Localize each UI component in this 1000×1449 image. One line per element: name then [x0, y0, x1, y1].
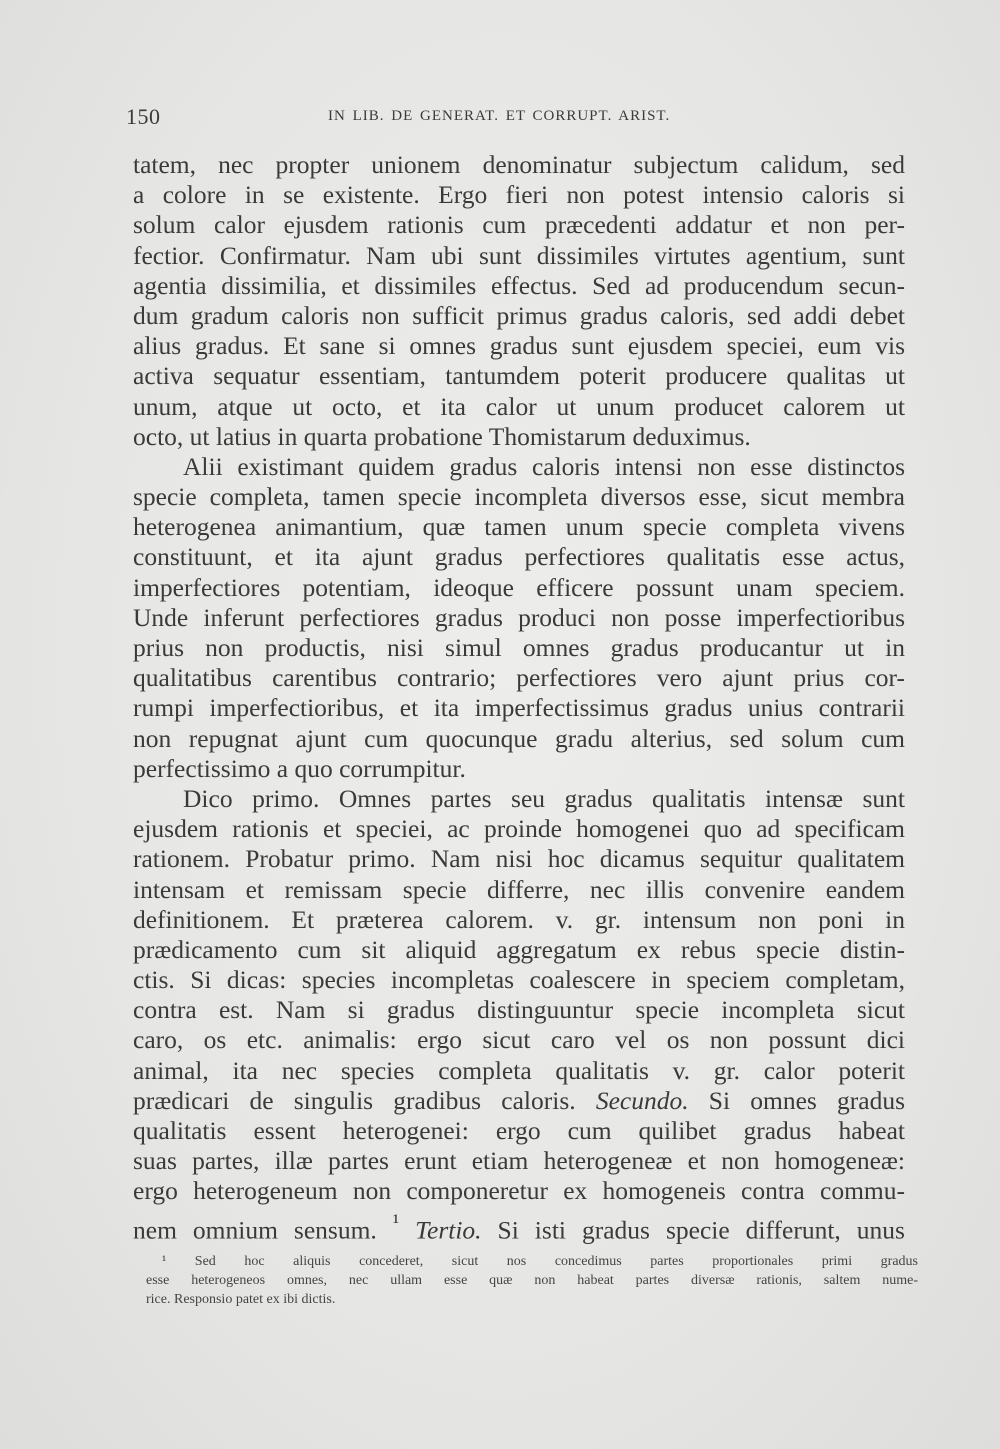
- text-line: octo, ut latius in quarta probatione Thomistarum deduximus.: [133, 421, 751, 451]
- text-line: perfectissimo a quo corrumpitur.: [133, 753, 466, 783]
- text-line: heterogenea animantium, quæ tamen unum specie completa vivens: [133, 512, 905, 542]
- text-line: definitionem. Et præterea calorem. v. gr. intensum non poni in: [133, 904, 905, 934]
- text-line-secundo: [133, 1086, 905, 1116]
- text-fragment: nem omnium sensum.: [133, 1215, 393, 1245]
- text-fragment: prædicari de singulis gradibus caloris.: [133, 1085, 596, 1115]
- text-fragment: [399, 1215, 415, 1244]
- main-text: [133, 150, 905, 1245]
- text-line: rationem. Probatur primo. Nam nisi hoc dicamus sequitur qualitatem: [133, 844, 905, 874]
- text-line: qualitatis essent heterogenei: ergo cum quilibet gradus habeat: [133, 1116, 905, 1145]
- text-line: imperfectiores potentiam, ideoque efficere possunt unam speciem.: [133, 572, 905, 602]
- running-head: IN LIB. DE GENERAT. ET CORRUPT. ARIST.: [328, 108, 671, 124]
- text-line: intensam et remissam specie differre, nec illis convenire eandem: [133, 874, 905, 904]
- text-line: non repugnat ajunt cum quocunque gradu alterius, sed solum cum: [133, 723, 905, 753]
- text-line: Unde inferunt perfectiores gradus produci non posse imperfectioribus: [133, 602, 905, 632]
- text-line: ergo heterogeneum non componeretur ex homogeneis contra commu-: [133, 1176, 905, 1206]
- text-line: solum calor ejusdem rationis cum præcedenti addatur et non per-: [133, 210, 905, 240]
- paragraph-start-line: Alii existimant quidem gradus caloris intensi non esse distinctos: [183, 451, 905, 481]
- text-line: ejusdem rationis et speciei, ac proinde homogenei quo ad specificam: [133, 814, 905, 844]
- footnote-reference: ¹: [392, 1209, 400, 1234]
- text-line: dum gradum caloris non sufficit primus gradus caloris, sed addi debet: [133, 300, 905, 330]
- italic-secundo: Secundo.: [595, 1085, 689, 1115]
- footnote-line: ¹ Sed hoc aliquis concederet, sicut nos concedimus partes proportionales primi gradus: [162, 1254, 918, 1269]
- footnote-line: rice. Responsio patet ex ibi dictis.: [146, 1292, 336, 1307]
- text-line: tatem, nec propter unionem denominatur subjectum calidum, sed: [133, 150, 905, 179]
- text-line: alius gradus. Et sane si omnes gradus sunt ejusdem speciei, eum vis: [133, 331, 905, 361]
- italic-tertio: Tertio.: [415, 1215, 482, 1245]
- text-line: suas partes, illæ partes erunt etiam heterogeneæ et non homogeneæ:: [133, 1146, 905, 1176]
- text-line: constituunt, et ita ajunt gradus perfectiores qualitatis esse actus,: [133, 542, 905, 572]
- page-number: 150: [126, 104, 161, 129]
- text-line: specie completa, tamen specie incompleta diversos esse, sicut membra: [133, 482, 905, 512]
- paragraph-start-line: Dico primo. Omnes partes seu gradus qualitatis intensæ sunt: [183, 783, 905, 813]
- text-line: a colore in se existente. Ergo fieri non potest intensio caloris si: [133, 180, 905, 210]
- text-line: fectior. Confirmatur. Nam ubi sunt dissimiles virtutes agentium, sunt: [133, 240, 905, 270]
- text-line: contra est. Nam si gradus distinguuntur specie incompleta sicut: [133, 995, 905, 1025]
- text-line: qualitatibus carentibus contrario; perfectiores vero ajunt prius cor-: [133, 663, 905, 693]
- footnote-line: esse heterogeneos omnes, nec ullam esse quæ non habeat partes diversæ rationis, saltem nume-: [146, 1273, 918, 1288]
- page-header: [126, 104, 706, 134]
- text-line: animal, ita nec species completa qualitatis v. gr. calor poterit: [133, 1055, 905, 1085]
- text-line: ctis. Si dicas: species incompletas coalescere in speciem completam,: [133, 965, 905, 995]
- text-line: unum, atque ut octo, et ita calor ut unum producet calorem ut: [133, 391, 905, 421]
- text-fragment: Si isti gradus specie differunt, unus: [481, 1215, 905, 1245]
- text-line: agentia dissimilia, et dissimiles effectus. Sed ad producendum secun-: [133, 270, 905, 300]
- text-line: prius non productis, nisi simul omnes gradus producantur ut in: [133, 633, 905, 662]
- text-line: prædicamento cum sit aliquid aggregatum ex rebus specie distin-: [133, 934, 905, 964]
- text-fragment: Si omnes gradus: [688, 1085, 905, 1115]
- text-line-tertio: [133, 1207, 905, 1245]
- text-line: caro, os etc. animalis: ergo sicut caro vel os non possunt dici: [133, 1025, 905, 1055]
- footnote: [146, 1252, 918, 1309]
- text-line: rumpi imperfectioribus, et ita imperfectissimus gradus unius contrarii: [133, 693, 905, 723]
- text-line: activa sequatur essentiam, tantumdem poterit producere qualitas ut: [133, 361, 905, 391]
